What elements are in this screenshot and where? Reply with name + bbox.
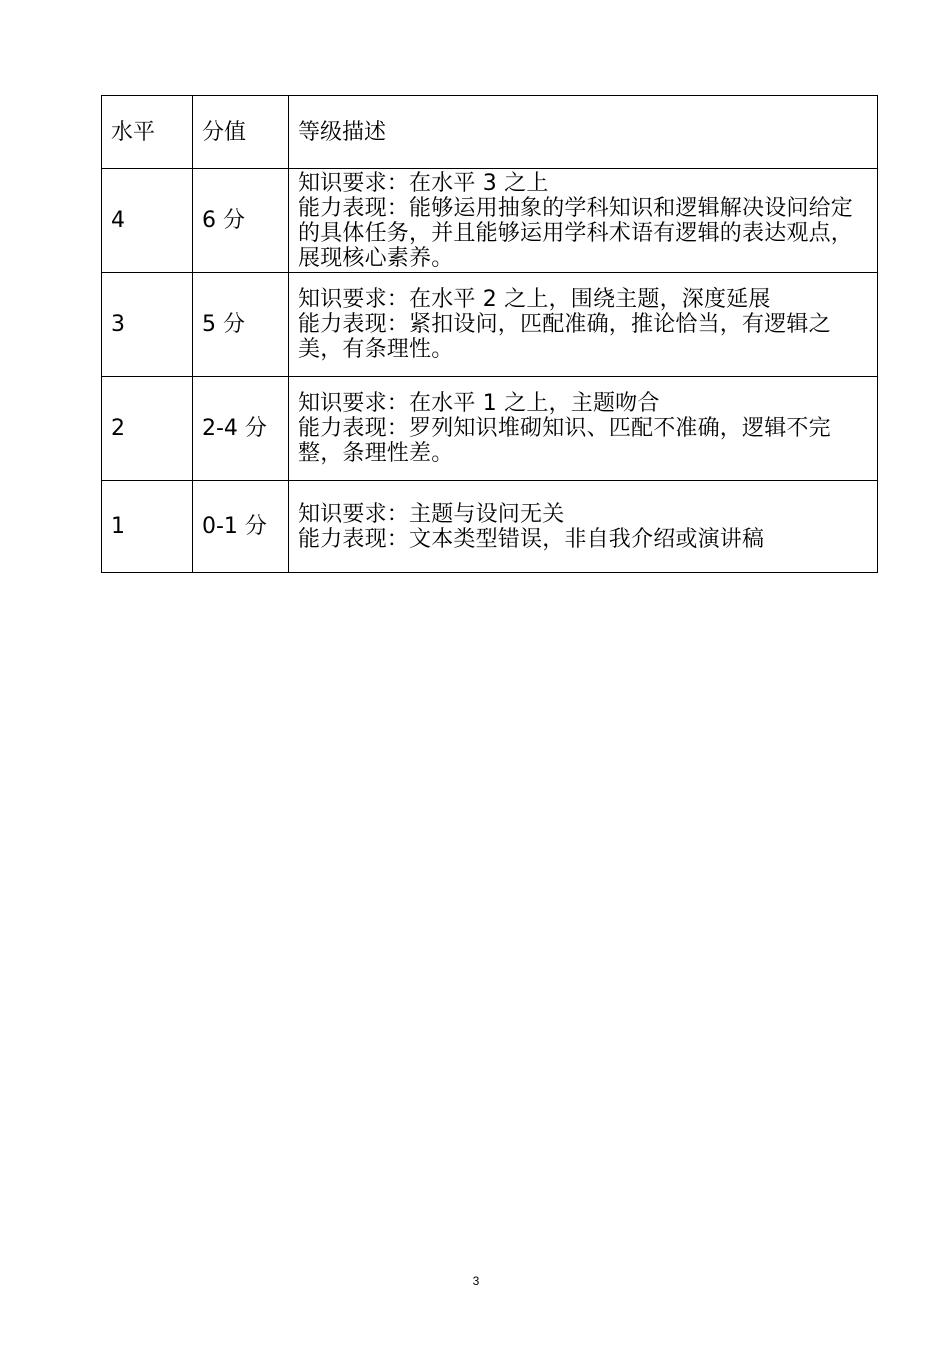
rubric-table: [101, 95, 878, 573]
level-cell: 1: [102, 481, 193, 573]
level-cell: 3: [102, 273, 193, 377]
page-number: 3: [472, 1274, 480, 1288]
knowledge-requirement: 知识要求：在水平 3 之上: [298, 170, 549, 196]
score-cell: 0-1 分: [193, 481, 289, 573]
knowledge-requirement: 知识要求：在水平 2 之上，围绕主题，深度延展: [298, 287, 771, 312]
description-cell: [289, 377, 878, 481]
score-cell: 2-4 分: [193, 377, 289, 481]
ability-performance: 能力表现：罗列知识堆砌知识、匹配不准确，逻辑不完整，条理性差。: [298, 416, 831, 466]
ability-performance: 能力表现：能够运用抽象的学科知识和逻辑解决设问给定的具体任务，并且能够运用学科术语有逻辑的表达观点，展现核心素养。: [298, 195, 854, 271]
score-cell: 6 分: [193, 169, 289, 273]
header-description: 等级描述: [289, 96, 878, 169]
score-cell: 5 分: [193, 273, 289, 377]
description-cell: [289, 273, 878, 377]
table-header-row: [102, 96, 878, 169]
ability-performance: 能力表现：文本类型错误，非自我介绍或演讲稿: [298, 526, 765, 552]
table-row: [102, 377, 878, 481]
description-cell: [289, 169, 878, 273]
description-cell: [289, 481, 878, 573]
table-row: [102, 481, 878, 573]
table-row: [102, 169, 878, 273]
knowledge-requirement: 知识要求：主题与设问无关: [298, 501, 565, 527]
table-row: [102, 273, 878, 377]
knowledge-requirement: 知识要求：在水平 1 之上，主题吻合: [298, 391, 660, 416]
level-cell: 4: [102, 169, 193, 273]
header-score: 分值: [193, 96, 289, 169]
level-cell: 2: [102, 377, 193, 481]
ability-performance: 能力表现：紧扣设问，匹配准确，推论恰当，有逻辑之美，有条理性。: [298, 312, 831, 362]
header-level: 水平: [102, 96, 193, 169]
